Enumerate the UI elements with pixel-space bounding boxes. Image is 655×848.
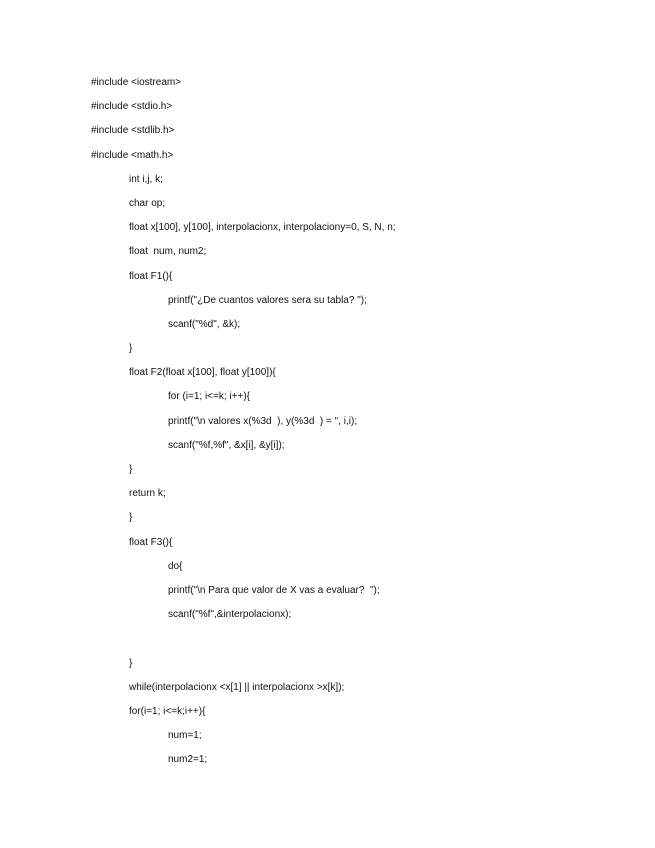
- code-line-int-decl: int i,j, k;: [129, 173, 163, 185]
- code-line-include-iostream: #include <iostream>: [91, 77, 182, 88]
- code-line-include-stdio: #include <stdio.h>: [91, 101, 173, 113]
- code-line-f2-scanf: scanf("%f,%f", &x[i], &y[i]);: [168, 439, 285, 451]
- code-line-num2-assign: num2=1;: [168, 754, 208, 766]
- code-line-f2-close: }: [129, 512, 133, 524]
- code-line-float-num-decl: float num, num2;: [129, 246, 207, 258]
- code-line-f2-for: for (i=1; i<=k; i++){: [168, 391, 250, 403]
- code-line-f3-signature: float F3(){: [129, 536, 173, 548]
- code-line-f2-signature: float F2(float x[100], float y[100]){: [129, 367, 276, 379]
- code-line-f2-printf: printf("\n valores x(%3d ), y(%3d ) = ", i,i);: [168, 415, 358, 427]
- code-line-f3-do: do{: [168, 560, 183, 572]
- code-line-f3-printf: printf("\n Para que valor de X vas a evaluar? ");: [168, 584, 380, 596]
- code-line-include-stdlib: #include <stdlib.h>: [91, 125, 175, 137]
- code-line-f1-close: }: [129, 343, 133, 355]
- code-line-f1-signature: float F1(){: [129, 270, 173, 282]
- code-listing: [0, 75, 655, 776]
- code-line-f3-scanf: scanf("%f",&interpolacionx);: [168, 609, 292, 621]
- code-line-f1-scanf: scanf("%d", &k);: [168, 318, 241, 330]
- code-line-f2-return: return k;: [129, 488, 166, 500]
- code-line-f2-for-close: }: [129, 464, 133, 475]
- code-line-blank: [0, 631, 655, 655]
- code-line-f3-do-close: }: [129, 657, 133, 669]
- code-line-include-math: #include <math.h>: [91, 149, 174, 161]
- code-line-f1-printf: printf("¿De cuantos valores sera su tabla? ");: [168, 294, 367, 306]
- code-line-char-decl: char op;: [129, 197, 166, 209]
- code-line-f3-while: while(interpolacionx <x[1] || interpolacionx >x[k]);: [129, 681, 345, 693]
- code-line-float-arrays-decl: float x[100], y[100], interpolacionx, interpolaciony=0, S, N, n;: [129, 222, 396, 234]
- code-line-f3-for: for(i=1; i<=k;i++){: [129, 705, 206, 717]
- code-line-num-assign: num=1;: [168, 730, 202, 742]
